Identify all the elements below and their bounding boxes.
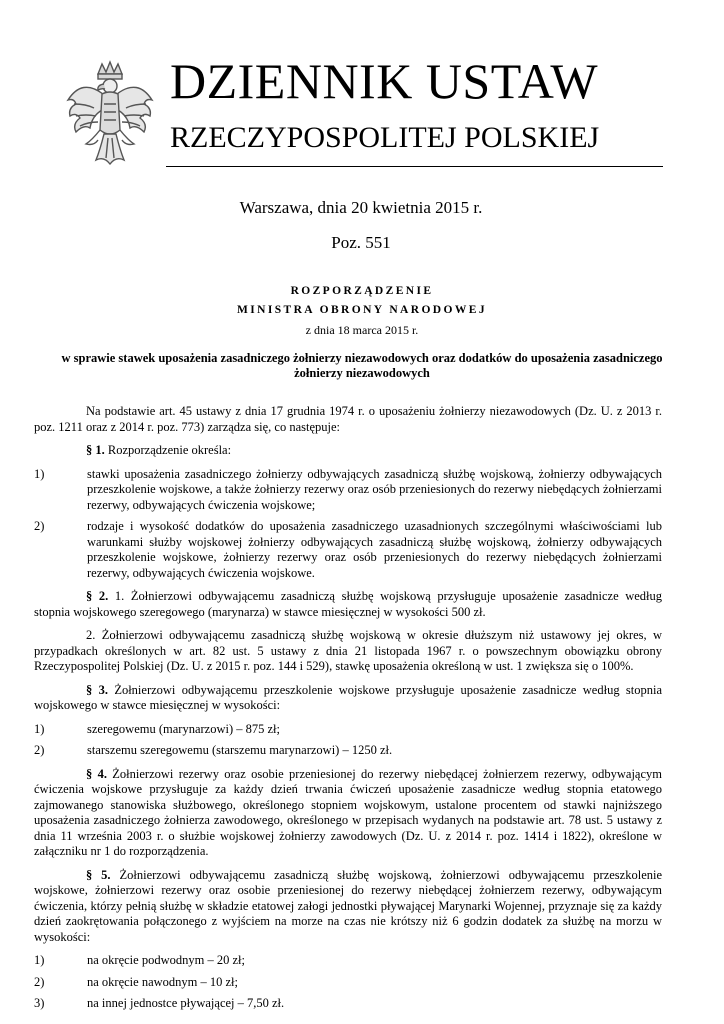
journal-title: DZIENNIK USTAW (170, 53, 599, 109)
polish-eagle-emblem-icon (64, 60, 156, 170)
section-label: § 5. (86, 867, 111, 882)
act-date: z dnia 18 marca 2015 r. (305, 323, 419, 337)
document-body (34, 404, 662, 1018)
journal-subtitle: RZECZYPOSPOLITEJ POLSKIEJ (170, 121, 600, 154)
section-5: § 5. Żołnierzowi odbywającemu zasadniczą służbę wojskową, żołnierzowi odbywającemu przeszkolenie wojskowe, żołnierzowi rezerwy oraz osobie przeniesionej do rezerwy niebędącej żołnierzem rezerwy, odbywającym ćwiczenia, którzy pełnią służbę w składzie etatowej załogi jednostki pływającej Marynarki Wojennej, przyznaje się za każdy dzień zaokrętowania połączonego z wyjściem na morze na czas nie krótszy niż 6 godzin dodatek za służbę na morzu w wysokości: (34, 867, 663, 944)
list-item: 1) stawki uposażenia zasadniczego żołnierzy odbywających zasadniczą służbę wojskową, żołnierzy odbywających przeszkolenie wojskowe, a także żołnierzy rezerwy oraz osób przeniesionych do rezerwy niebędących żołnierzami rezerwy, odbywających ćwiczenia wojskowe; (34, 466, 662, 512)
section-label: § 1. (86, 443, 105, 457)
section-label: § 3. (86, 682, 108, 697)
section-4: § 4. Żołnierzowi rezerwy oraz osobie przeniesionej do rezerwy niebędącej żołnierzem rezerwy, odbywającym ćwiczenia wojskowe przysługuje za każdy dzień trwania ćwiczeń uposażenie zasadnicze według stopnia etatowego zajmowanego stanowiska służbowego, określonego stopniem wojskowym, ustalone procentem od stawki najniższego uposażenia zasadniczego żołnierza zawodowego, określonego w przepisach wydanych na podstawie art. 78 ust. 5 ustawy z dnia 11 września 2003 r. o służbie wojskowej żołnierzy zawodowych (Dz. U. z 2014 r. poz. 1414 i 1822), określone w załączniku nr 1 do rozporządzenia. (34, 766, 663, 858)
list-item: 3) na innej jednostce pływającej – 7,50 zł. (34, 996, 285, 1010)
preamble: Na podstawie art. 45 ustawy z dnia 17 grudnia 1974 r. o uposażeniu żołnierzy niezawodowych (Dz. U. z 2013 r. poz. 1211 oraz z 2014 r. poz. 773) zarządza się, co następuje: (34, 404, 662, 434)
position-number: Poz. 551 (331, 233, 391, 252)
act-subject: w sprawie stawek uposażenia zasadniczego żołnierzy niezawodowych oraz dodatków do uposażenia zasadniczego żołnierzy niezawodowych (61, 351, 663, 380)
act-issuer: MINISTRA OBRONY NARODOWEJ (237, 304, 487, 316)
section-label: § 4. (86, 766, 107, 781)
section-text: Rozporządzenie określa: (107, 443, 232, 457)
publication-date: Warszawa, dnia 20 kwietnia 2015 r. (239, 198, 483, 217)
list-item: 1) szeregowemu (marynarzowi) – 875 zł; (34, 721, 280, 736)
section-1 (34, 443, 662, 459)
section-label: § 2. (86, 589, 109, 603)
section-2-para-2: 2. Żołnierzowi odbywającemu zasadniczą służbę wojskową w okresie dłuższym niż ustawowy jej okres, w przypadkach określonych w art. 82 ust. 5 ustawy z dnia 21 listopada 1967 r. o powszechnym obowiązku obrony Rzeczypospolitej Polskiej (Dz. U. z 2015 r. poz. 144 i 529), stawkę uposażenia określoną w ust. 1 zwiększa się o 100%. (34, 628, 662, 673)
list-item: 2) rodzaje i wysokość dodatków do uposażenia zasadniczego uzasadnionych szczególnymi właściwościami lub warunkami służby wojskowej żołnierzy odbywających zasadniczą służbę wojskową, żołnierzy odbywających przeszkolenie wojskowe, żołnierzy rezerwy oraz osób przeniesionych do rezerwy niebędących żołnierzami rezerwy, odbywających ćwiczenia wojskowe. (34, 519, 662, 580)
section-2-para-1: § 2. 1. Żołnierzowi odbywającemu zasadniczą służbę wojskową przysługuje uposażenie zasadnicze według stopnia wojskowego szeregowego (marynarza) w stawce miesięcznej w wysokości 500 zł. (34, 589, 663, 619)
header-divider (166, 166, 663, 167)
list-item: 1) na okręcie podwodnym – 20 zł; (34, 953, 245, 967)
act-type: ROZPORZĄDZENIE (290, 285, 434, 297)
list-item: 2) na okręcie nawodnym – 10 zł; (34, 974, 238, 989)
section-3: § 3. Żołnierzowi odbywającemu przeszkolenie wojskowe przysługuje uposażenie zasadnicze według stopnia wojskowego w stawce miesięcznej w wysokości: (34, 682, 663, 712)
list-item: 2) starszemu szeregowemu (starszemu marynarzowi) – 1250 zł. (34, 743, 393, 757)
